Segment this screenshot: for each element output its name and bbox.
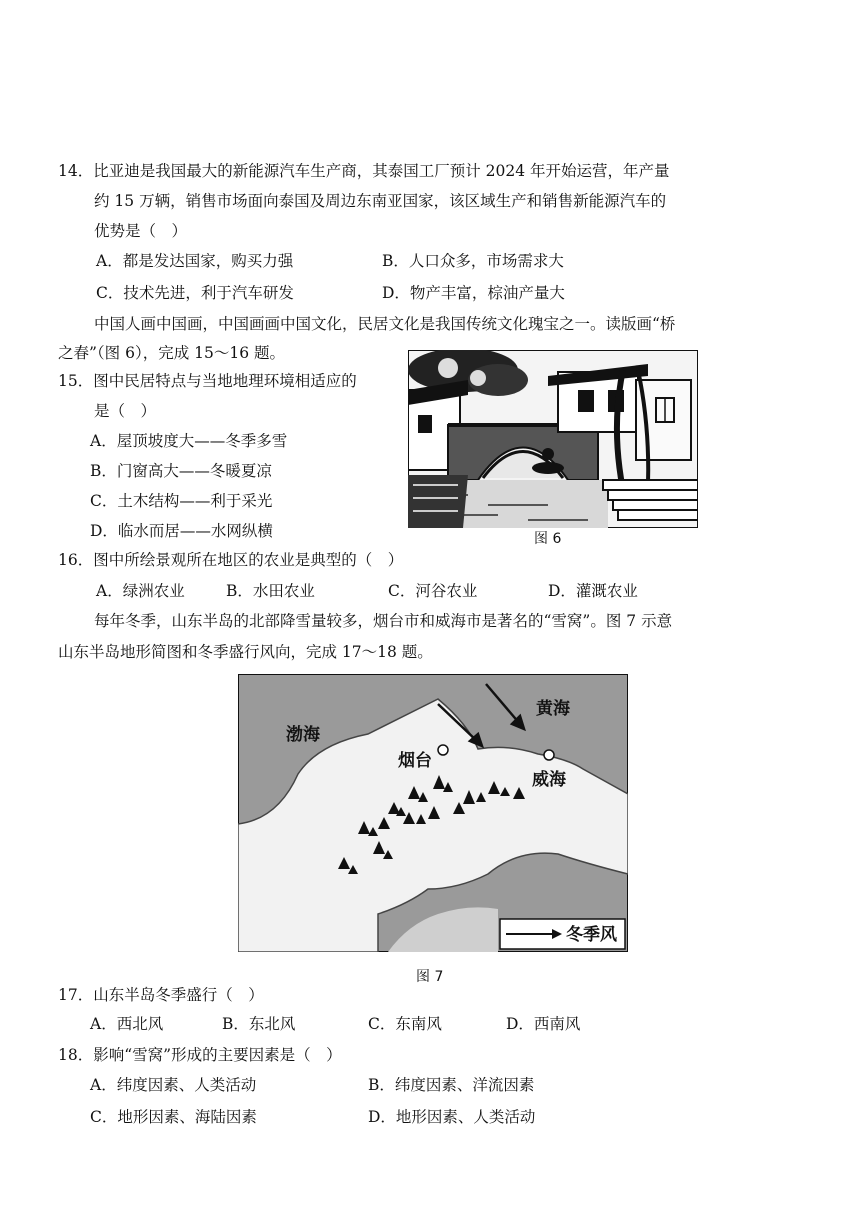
q15-option-c[interactable]: C．土木结构——利于采光 [90, 492, 273, 510]
weihai-label: 威海 [532, 770, 566, 790]
q14-option-d[interactable]: D．物产丰富，棕油产量大 [382, 284, 565, 302]
intro-15-16-line2: 之春”（图 6），完成 15～16 题。 [58, 344, 286, 362]
figure-6-caption: 图 6 [534, 531, 562, 547]
q18-option-a[interactable]: A．纬度因素、人类活动 [90, 1076, 257, 1094]
q14-option-b[interactable]: B．人口众多，市场需求大 [382, 252, 564, 270]
q16-option-b[interactable]: B．水田农业 [226, 582, 315, 600]
q16-option-d[interactable]: D．灌溉农业 [548, 582, 638, 600]
q14-option-a[interactable]: A．都是发达国家，购买力强 [96, 252, 294, 270]
q17-option-d[interactable]: D．西南风 [506, 1015, 581, 1033]
legend-label: 冬季风 [566, 925, 617, 945]
q18-option-b[interactable]: B．纬度因素、洋流因素 [368, 1076, 535, 1094]
q17-stem: 17．山东半岛冬季盛行（ ） [58, 986, 264, 1004]
q14-stem-line3: 优势是（ ） [94, 222, 188, 240]
bohai-label: 渤海 [286, 725, 320, 745]
q16-option-c[interactable]: C．河谷农业 [388, 582, 478, 600]
huanghai-label: 黄海 [536, 699, 570, 719]
bridge-print-image [408, 350, 698, 528]
yantai-label: 烟台 [398, 751, 432, 771]
q14-option-c[interactable]: C．技术先进，利于汽车研发 [96, 284, 294, 302]
q15-option-b[interactable]: B．门窗高大——冬暖夏凉 [90, 462, 272, 480]
q17-option-a[interactable]: A．西北风 [90, 1015, 164, 1033]
q14-stem-line2: 约 15 万辆，销售市场面向泰国及周边东南亚国家，该区域生产和销售新能源汽车的 [94, 192, 667, 210]
weihai-city-marker [544, 750, 554, 760]
q15-option-d[interactable]: D．临水而居——水网纵横 [90, 522, 273, 540]
q18-option-d[interactable]: D．地形因素、人类活动 [368, 1108, 536, 1126]
q18-stem: 18．影响“雪窝”形成的主要因素是（ ） [58, 1046, 342, 1064]
q15-option-a[interactable]: A．屋顶坡度大——冬季多雪 [90, 432, 288, 450]
q15-stem-line2: 是（ ） [94, 402, 157, 420]
q16-option-a[interactable]: A．绿洲农业 [96, 582, 185, 600]
figure-6-woodcut [408, 350, 698, 528]
q15-stem-line1: 15．图中民居特点与当地地理环境相适应的 [58, 372, 357, 390]
q14-stem-line1: 14．比亚迪是我国最大的新能源汽车生产商，其泰国工厂预计 2024 年开始运营，年产量 [58, 162, 670, 180]
q17-option-c[interactable]: C．东南风 [368, 1015, 442, 1033]
intro-15-16-line1: 中国人画中国画，中国画画中国文化，民居文化是我国传统文化瑰宝之一。读版画“桥 [94, 315, 676, 333]
figure-7-caption: 图 7 [416, 969, 444, 985]
q17-option-b[interactable]: B．东北风 [222, 1015, 296, 1033]
q18-option-c[interactable]: C．地形因素、海陆因素 [90, 1108, 257, 1126]
shandong-peninsula-map [238, 674, 628, 952]
figure-7-map [238, 674, 628, 952]
q16-stem: 16．图中所绘景观所在地区的农业是典型的（ ） [58, 551, 404, 569]
intro-17-18-line2: 山东半岛地形简图和冬季盛行风向，完成 17～18 题。 [58, 643, 433, 661]
intro-17-18-line1: 每年冬季，山东半岛的北部降雪量较多，烟台市和威海市是著名的“雪窝”。图 7 示意 [94, 612, 673, 630]
yantai-city-marker [438, 745, 448, 755]
